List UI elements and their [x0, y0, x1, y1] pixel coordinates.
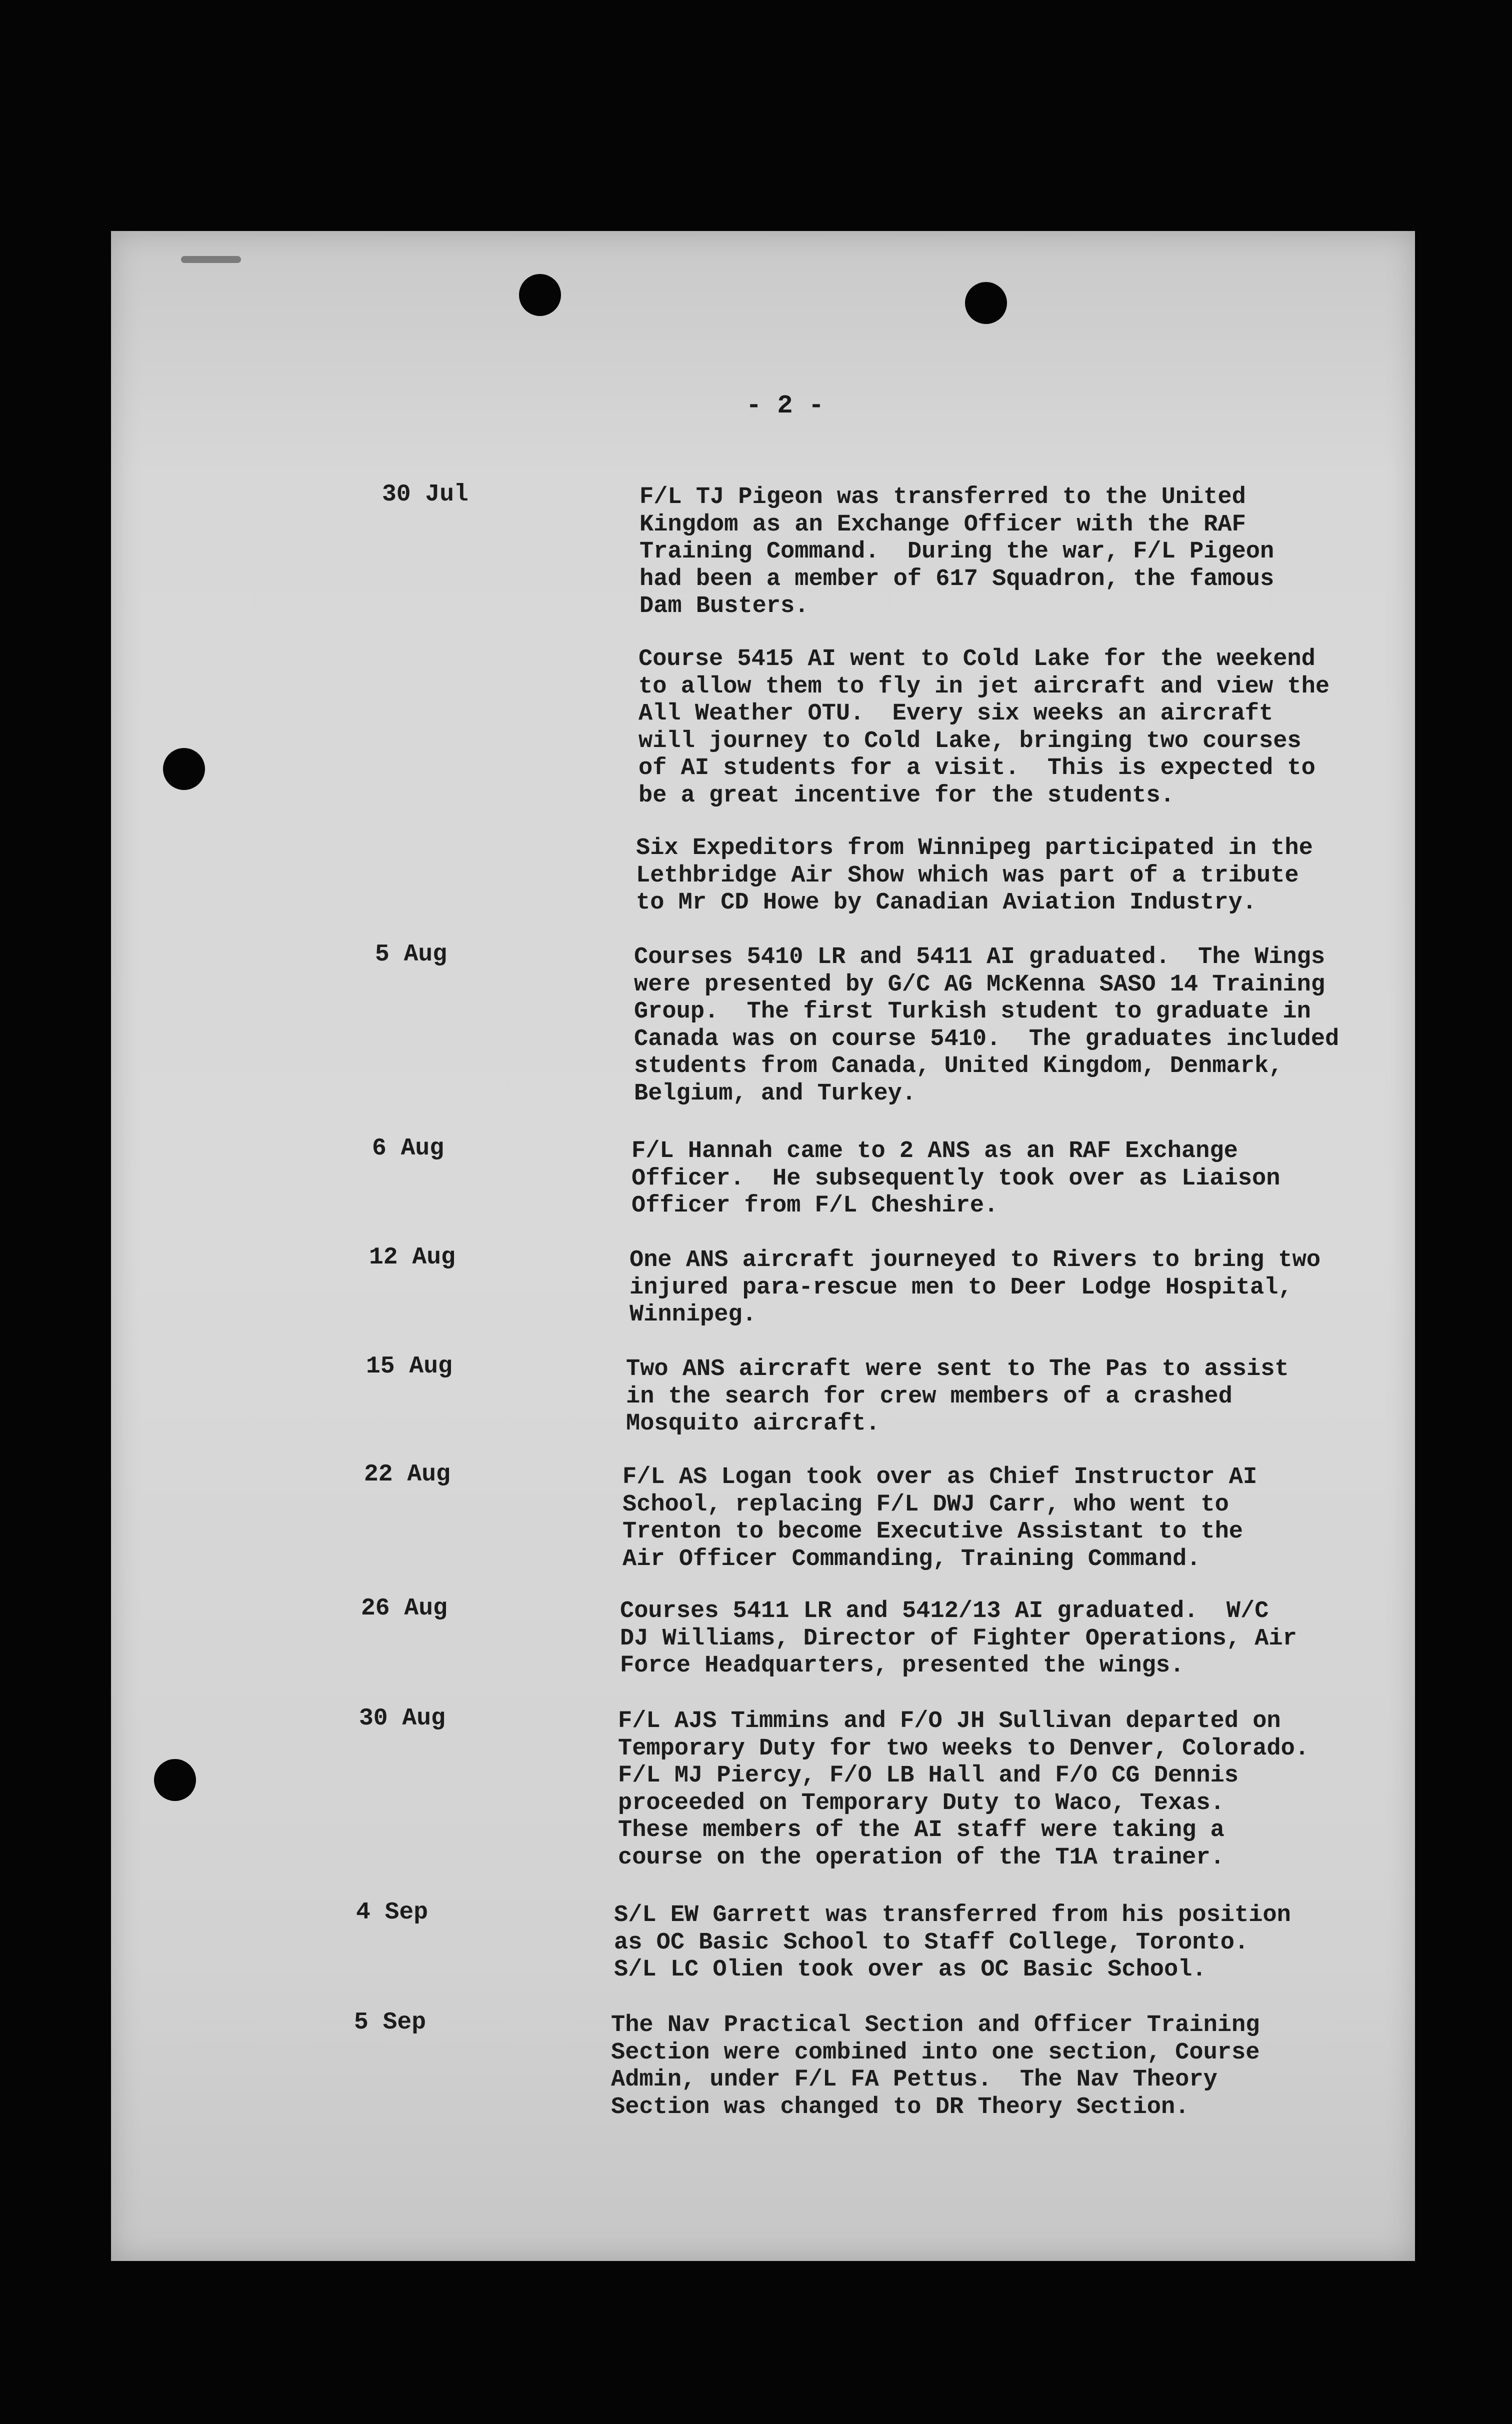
page-number: - 2 -: [746, 391, 824, 420]
entry-paragraph: S/L EW Garrett was transferred from his position as OC Basic School to Staff College, Toronto. S/L LC Olien took over as OC Basic School.: [614, 1902, 1291, 1983]
entry-paragraph: F/L AJS Timmins and F/O JH Sullivan departed on Temporary Duty for two weeks to Denver, Colorado. F/L MJ Piercy, F/O LB Hall and F/O CG Dennis proceeded on Temporary Duty to Waco, Texas. These members of the AI staff were taking a course on the operation of the T1A trainer.: [618, 1708, 1310, 1871]
entry-date: 30 Jul: [382, 481, 468, 508]
entry-paragraph: The Nav Practical Section and Officer Training Section were combined into one section, Course Admin, under F/L FA Pettus. The Nav Theory Section was changed to DR Theory Section.: [611, 2012, 1260, 2120]
entry-paragraph: F/L Hannah came to 2 ANS as an RAF Exchange Officer. He subsequently took over as Liaison Officer from F/L Cheshire.: [632, 1138, 1280, 1219]
entry-date: 4 Sep: [356, 1899, 428, 1926]
entry-paragraph: F/L TJ Pigeon was transferred to the United Kingdom as an Exchange Officer with the RAF Training Command. During the war, F/L Pigeon had been a member of 617 Squadron, the famous Dam Busters.: [640, 484, 1274, 620]
entry-paragraph: Courses 5410 LR and 5411 AI graduated. The Wings were presented by G/C AG McKenna SASO 14 Training Group. The first Turkish student to graduate in Canada was on course 5410. The graduates included students from Canada, United Kingdom, Denmark, Belgium, and Turkey.: [634, 944, 1340, 1107]
entry-date: 12 Aug: [369, 1244, 456, 1271]
entry-date: 5 Aug: [375, 941, 448, 968]
entry-paragraph: Two ANS aircraft were sent to The Pas to assist in the search for crew members of a crashed Mosquito aircraft.: [626, 1356, 1289, 1437]
entry-paragraph: Courses 5411 LR and 5412/13 AI graduated. W/C DJ Williams, Director of Fighter Operations, Air Force Headquarters, presented the wings.: [620, 1598, 1297, 1679]
entry-paragraph: Course 5415 AI went to Cold Lake for the weekend to allow them to fly in jet aircraft and view the All Weather OTU. Every six weeks an aircraft will journey to Cold Lake, bringing two courses of AI students for a visit. This is expected to be a great incentive for the students.: [638, 646, 1330, 809]
paper-page: [111, 231, 1415, 2261]
log-entries: [111, 231, 1415, 2261]
entry-date: 22 Aug: [364, 1461, 450, 1488]
entry-date: 30 Aug: [359, 1705, 446, 1732]
entry-paragraph: F/L AS Logan took over as Chief Instructor AI School, replacing F/L DWJ Carr, who went to Trenton to become Executive Assistant to the Air Officer Commanding, Training Command.: [622, 1464, 1258, 1572]
entry-date: 26 Aug: [361, 1595, 448, 1622]
entry-date: 5 Sep: [354, 2009, 426, 2036]
entry-date: 15 Aug: [366, 1353, 452, 1380]
entry-paragraph: One ANS aircraft journeyed to Rivers to bring two injured para-rescue men to Deer Lodge Hospital, Winnipeg.: [630, 1247, 1321, 1328]
entry-date: 6 Aug: [372, 1135, 444, 1162]
entry-paragraph: Six Expeditors from Winnipeg participated in the Lethbridge Air Show which was part of a tribute to Mr CD Howe by Canadian Aviation Industry.: [636, 835, 1313, 916]
